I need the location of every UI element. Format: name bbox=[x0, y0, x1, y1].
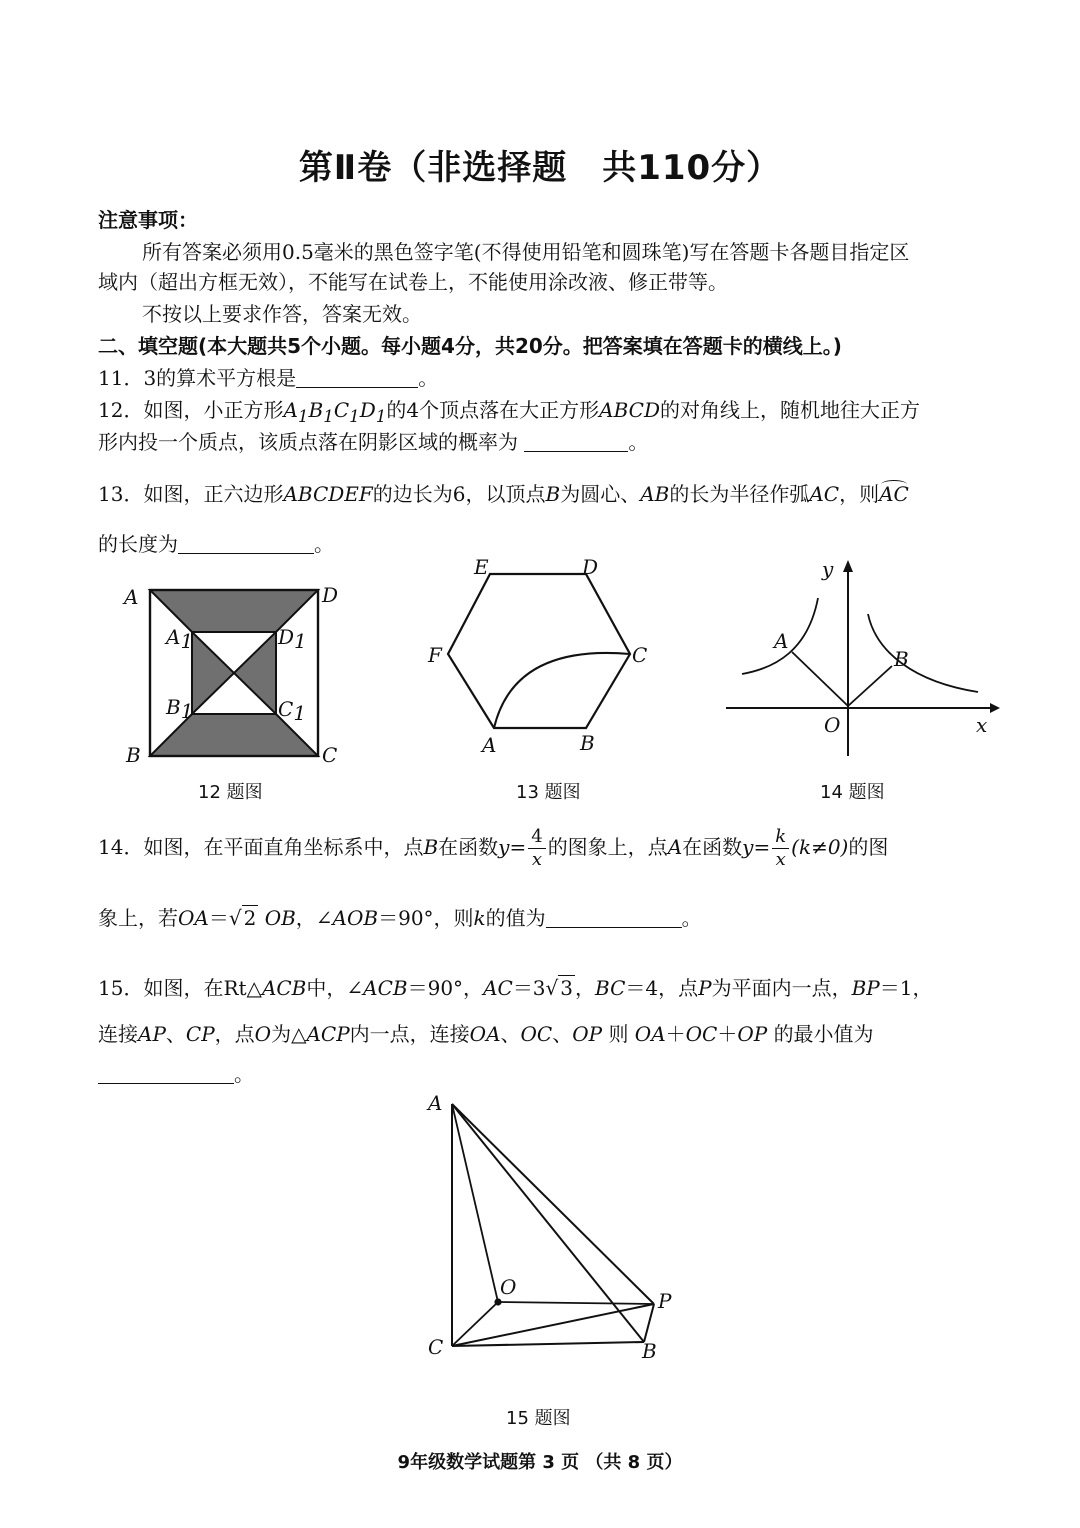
q14-text-c: 的图象上，点 bbox=[547, 835, 668, 859]
q14-end: 。 bbox=[681, 906, 702, 930]
curve-right bbox=[868, 614, 978, 692]
q13-text-e: ，则 bbox=[839, 482, 880, 506]
label-a: A bbox=[428, 1091, 443, 1115]
label-y: y bbox=[822, 557, 834, 581]
point-a: A bbox=[667, 835, 683, 859]
triangle-acp: ACP bbox=[306, 1022, 350, 1046]
func-y: y bbox=[498, 835, 510, 859]
caption-figure-12: 12 题图 bbox=[198, 782, 263, 803]
label-a1: A1 bbox=[166, 625, 194, 653]
q14-line2-c: ＝90°，则 bbox=[378, 906, 474, 930]
segment-ap bbox=[452, 1104, 654, 1304]
vertex-b: B bbox=[545, 482, 561, 506]
segment-cp bbox=[452, 1304, 654, 1346]
shaded-region-right bbox=[234, 632, 276, 714]
label-c: C bbox=[428, 1335, 444, 1359]
sum-expression: OA bbox=[634, 1022, 666, 1046]
point-o: O bbox=[254, 1022, 272, 1046]
segment-cp: CP bbox=[185, 1022, 215, 1046]
label-p: P bbox=[658, 1289, 672, 1313]
question-15: 15．如图，在Rt△ACB中，∠ACB＝90°，AC＝3√ 3 ，BC＝4，点P为平面内一点，BP＝1， bbox=[98, 976, 933, 1000]
label-o: O bbox=[824, 713, 841, 737]
func-y-2: y bbox=[742, 835, 754, 859]
q12-text-b: 的4个顶点落在大正方形 bbox=[386, 398, 600, 422]
q14-text-e: 的图 bbox=[848, 835, 889, 859]
bc-value: BC bbox=[595, 976, 626, 1000]
label-c: C bbox=[632, 643, 648, 667]
question-12-line-2 bbox=[98, 426, 648, 455]
triangle-acb: ACB bbox=[261, 976, 307, 1000]
label-a: A bbox=[124, 585, 139, 609]
section-heading: 二、填空题(本大题共5个小题。每小题4分，共20分。把答案填在答题卡的横线上。) bbox=[98, 334, 842, 358]
notice-line-1: 所有答案必须用0.5毫米的黑色签字笔(不得使用铅笔和圆珠笔)写在答题卡各题目指定区 bbox=[142, 240, 910, 264]
segments-ap-cp: AP bbox=[138, 1022, 166, 1046]
segment-op: OP bbox=[572, 1022, 603, 1046]
small-square-name: $A_1B_1C_1D_1$ bbox=[283, 398, 387, 426]
question-13-line-2 bbox=[98, 528, 334, 557]
q15-text-c: ＝90°， bbox=[407, 976, 484, 1000]
sum-oc: OC bbox=[685, 1022, 718, 1046]
q13-text-c: 为圆心、 bbox=[560, 482, 641, 506]
caption-figure-15: 15 题图 bbox=[506, 1408, 571, 1429]
caption-figure-14: 14 题图 bbox=[820, 782, 885, 803]
q15-line2-f: 的最小值为 bbox=[773, 1022, 874, 1046]
oa-eq: OA bbox=[178, 906, 209, 930]
q14-text-d: 在函数 bbox=[682, 835, 743, 859]
q14-line2-a: 象上，若 bbox=[98, 906, 178, 930]
q13-text-line2: 的长度为 bbox=[98, 532, 178, 556]
q12-end: 。 bbox=[628, 430, 649, 454]
caption-figure-13: 13 题图 bbox=[516, 782, 581, 803]
figure-12 bbox=[118, 574, 348, 774]
angle-acb: ACB bbox=[363, 976, 408, 1000]
fraction-k-over-x: $\frac{k}{x}$ bbox=[772, 828, 789, 869]
question-11 bbox=[98, 362, 438, 391]
segment-oa bbox=[792, 652, 848, 706]
label-a: A bbox=[774, 629, 789, 653]
answer-blank bbox=[178, 533, 314, 554]
q15-line2-e: 则 bbox=[608, 1022, 629, 1046]
segment-oa: OA bbox=[469, 1022, 501, 1046]
q14-text-a: 14．如图，在平面直角坐标系中，点 bbox=[98, 835, 424, 859]
q15-end: 。 bbox=[234, 1062, 254, 1086]
figure-14 bbox=[718, 556, 1008, 766]
hexagon bbox=[448, 574, 630, 728]
q13-end: 。 bbox=[314, 532, 334, 556]
q14-line2-b: ，∠ bbox=[295, 906, 333, 930]
label-o: O bbox=[500, 1275, 517, 1299]
label-b: B bbox=[894, 647, 909, 671]
q14-condition: (k≠0) bbox=[791, 835, 849, 859]
q11-end: 。 bbox=[418, 366, 439, 390]
label-b: B bbox=[642, 1339, 657, 1363]
point-p: P bbox=[698, 976, 712, 1000]
sum-op: OP bbox=[737, 1022, 768, 1046]
question-15-line-3 bbox=[98, 1058, 254, 1087]
q11-text: 11．3的算术平方根是 bbox=[98, 366, 297, 390]
segment-cb bbox=[452, 1342, 644, 1346]
label-b: B bbox=[126, 743, 141, 767]
q13-text-a: 13．如图，正六边形 bbox=[98, 482, 284, 506]
q13-text-d: 的长为半径作弧 bbox=[669, 482, 810, 506]
q15-text-a: 15．如图，在Rt△ bbox=[98, 976, 262, 1000]
label-x: x bbox=[976, 713, 988, 737]
segment-oc: OC bbox=[520, 1022, 553, 1046]
question-13 bbox=[98, 478, 909, 507]
q15-text-e: 为平面内一点， bbox=[711, 976, 852, 1000]
segment-ob bbox=[848, 666, 892, 706]
page-title: 第Ⅱ卷（非选择题 共110分） bbox=[298, 148, 782, 188]
arc-ac-curve bbox=[494, 653, 630, 728]
segment-ab: AB bbox=[640, 482, 670, 506]
q14-line2-d: 的值为 bbox=[485, 906, 546, 930]
label-b: B bbox=[580, 731, 595, 755]
answer-blank bbox=[296, 367, 418, 388]
q12-text-c: 的对角线上，随机地往大正方 bbox=[660, 398, 920, 422]
q12-text-line2: 形内投一个质点，该质点落在阴影区域的概率为 bbox=[98, 430, 518, 454]
sqrt-2: √ 2 bbox=[228, 906, 257, 930]
y-axis-arrow bbox=[843, 560, 853, 572]
label-d: D bbox=[582, 555, 599, 579]
big-square-name: ABCD bbox=[599, 398, 660, 422]
bp-value: BP bbox=[851, 976, 880, 1000]
var-k: k bbox=[473, 906, 486, 930]
question-15-line-2: 连接AP、CP，点O为△ACP内一点，连接OA、OC、OP 则 OA＋OC＋OP 的最小值为 bbox=[98, 1022, 874, 1046]
q15-line2-d: 内一点，连接 bbox=[349, 1022, 470, 1046]
ob-term: OB bbox=[264, 906, 296, 930]
answer-blank bbox=[98, 1063, 234, 1084]
fraction-4-over-x: $\frac{4}{x}$ bbox=[528, 828, 545, 869]
arc-ac: AC bbox=[809, 482, 840, 506]
x-axis-arrow bbox=[990, 703, 1000, 713]
segment-bp bbox=[644, 1304, 654, 1342]
label-d: D bbox=[322, 583, 339, 607]
shaded-region-left bbox=[192, 632, 234, 714]
answer-blank bbox=[546, 907, 682, 928]
point-b: B bbox=[423, 835, 439, 859]
q15-text-b: 中，∠ bbox=[306, 976, 364, 1000]
arc-ac-symbol: AC bbox=[879, 482, 909, 506]
segment-op bbox=[498, 1302, 654, 1304]
q13-text-b: 的边长为6，以顶点 bbox=[372, 482, 546, 506]
answer-blank bbox=[524, 431, 628, 452]
segment-oc bbox=[452, 1302, 498, 1346]
question-12 bbox=[98, 394, 920, 426]
q15-line2-c: 为△ bbox=[271, 1022, 307, 1046]
q12-text-a: 12．如图，小正方形 bbox=[98, 398, 284, 422]
q15-line2-a: 连接 bbox=[98, 1022, 138, 1046]
q15-text-d: ，点 bbox=[658, 976, 699, 1000]
figure-15 bbox=[418, 1086, 698, 1366]
notice-line-3: 不按以上要求作答，答案无效。 bbox=[142, 302, 422, 326]
label-d1: D1 bbox=[278, 625, 307, 653]
question-14: 14．如图，在平面直角坐标系中，点B在函数y= $\frac{4}{x}$ 的图象上，点A在函数y= $\frac{k}{x}$ (k≠0)的图 bbox=[98, 826, 889, 870]
label-c1: C1 bbox=[278, 697, 307, 725]
point-o-dot bbox=[494, 1298, 501, 1305]
label-f: F bbox=[428, 643, 442, 667]
ac-value: AC bbox=[483, 976, 513, 1000]
label-a: A bbox=[482, 733, 497, 757]
notice-heading: 注意事项： bbox=[98, 208, 198, 232]
figure-13 bbox=[418, 552, 668, 762]
sqrt-3: √ 3 bbox=[545, 976, 574, 1000]
label-e: E bbox=[474, 555, 489, 579]
hexagon-name: ABCDEF bbox=[283, 482, 373, 506]
label-c: C bbox=[322, 743, 338, 767]
q15-line2-b: ，点 bbox=[214, 1022, 255, 1046]
page-footer: 9年级数学试题第 3 页 （共 8 页） bbox=[397, 1452, 683, 1473]
angle-aob: AOB bbox=[332, 906, 379, 930]
segment-ab bbox=[452, 1104, 644, 1342]
question-14-line-2: 象上，若OA＝√ 2 OB，∠AOB＝90°，则k的值为 。 bbox=[98, 906, 702, 930]
q14-text-b: 在函数 bbox=[438, 835, 499, 859]
label-b1: B1 bbox=[166, 695, 194, 723]
notice-line-2: 域内（超出方框无效），不能写在试卷上，不能使用涂改液、修正带等。 bbox=[98, 270, 728, 294]
